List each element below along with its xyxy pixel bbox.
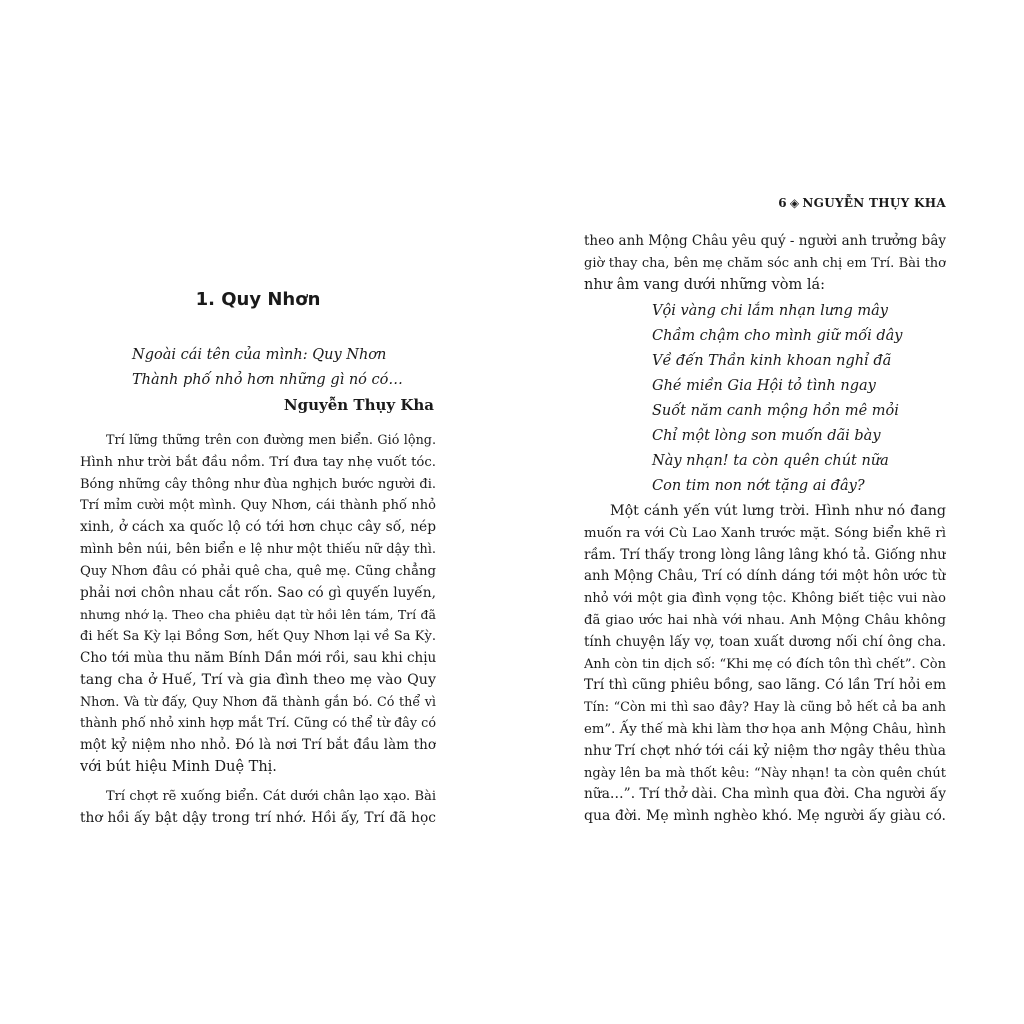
poem-line: Về đến Thần kinh khoan nghỉ đã	[652, 353, 892, 369]
text-line: Nhơn. Và từ đấy, Quy Nhơn đã thành gắn bó. Có thể vì	[80, 694, 436, 710]
poem-line: Suốt năm canh mộng hồn mê mỏi	[652, 403, 899, 419]
text-line: một kỷ niệm nho nhỏ. Đó là nơi Trí bắt đầu làm thơ	[80, 737, 436, 754]
text-line: nhưng nhớ lạ. Theo cha phiêu dạt từ hồi lên tám, Trí đã	[80, 607, 436, 623]
text-line: qua đời. Mẹ mình nghèo khó. Mẹ người ấy giàu có.	[584, 808, 946, 825]
text-line: Một cánh yến vút lưng trời. Hình như nó đang	[610, 503, 946, 519]
text-line: đi hết Sa Kỳ lại Bồng Sơn, hết Quy Nhơn lại về Sa Kỳ.	[80, 629, 436, 645]
chapter-title: 1. Quy Nhơn	[195, 289, 321, 310]
paragraph-gap	[80, 779, 436, 786]
epigraph-line: Ngoài cái tên của mình: Quy Nhơn	[132, 347, 387, 363]
poem-line: Này nhạn! ta còn quên chút nữa	[652, 453, 889, 469]
text-line: như Trí chợt nhớ tới cái kỷ niệm thơ ngây thêu thùa	[584, 742, 946, 759]
poem-line: Con tim non nớt tặng ai đây?	[652, 478, 865, 494]
text-line: với bút hiệu Minh Duệ Thị.	[80, 758, 277, 775]
page-number: 6	[778, 196, 787, 210]
text-line: muốn ra với Cù Lao Xanh trước mặt. Sóng biển khẽ rì	[584, 525, 946, 541]
epigraph-line: Thành phố nhỏ hơn những gì nó có…	[132, 372, 403, 388]
left-body-text	[80, 430, 436, 829]
epigraph-author: Nguyễn Thụy Kha	[283, 396, 434, 414]
text-line: Hình như trời bắt đầu nồm. Trí đưa tay nhẹ vuốt tóc.	[80, 454, 436, 470]
text-line: đã giao ước hai nhà với nhau. Anh Mộng Châu không	[584, 612, 946, 628]
text-line: ngày lên ba mà thốt kêu: “Này nhạn! ta còn quên chút	[584, 765, 946, 781]
text-line: Trí chợt rẽ xuống biển. Cát dưới chân lạo xạo. Bài	[106, 788, 436, 804]
text-line: em”. Ấy thế mà khi làm thơ họa anh Mộng Châu, hình	[584, 721, 946, 737]
text-line: tang cha ở Huế, Trí và gia đình theo mẹ vào Quy	[80, 671, 436, 688]
poem-line: Chỉ một lòng son muốn dãi bày	[652, 428, 881, 444]
text-line: tính chuyện lấy vợ, toan xuất dương nối chí ông cha.	[584, 633, 946, 650]
text-line: Cho tới mùa thu năm Bính Dần mới rồi, sau khi chịu	[80, 649, 436, 666]
epigraph	[132, 343, 436, 418]
text-line: nữa…”. Trí thở dài. Cha mình qua đời. Cha người ấy	[584, 786, 946, 803]
text-line: thơ hồi ấy bật dậy trong trí nhớ. Hồi ấy, Trí đã học	[80, 809, 436, 826]
text-line: Trí lững thững trên con đường men biển. Gió lộng.	[106, 433, 436, 448]
poem-line: Ghé miền Gia Hội tỏ tình ngay	[652, 378, 876, 394]
text-line: anh Mộng Châu, Trí có dính dáng tới một hôn ước từ	[584, 568, 946, 585]
right-body-text-top	[584, 231, 946, 296]
poem-line: Vội vàng chi lắm nhạn lưng mây	[652, 303, 888, 319]
running-head-author: NGUYỄN THỤY KHA	[802, 196, 946, 210]
text-line: xinh, ở cách xa quốc lộ có tới hơn chục cây số, nép	[80, 519, 436, 536]
text-line: theo anh Mộng Châu yêu quý - người anh trưởng bây	[584, 233, 946, 249]
poem	[652, 299, 946, 499]
text-line: Trí thì cũng phiêu bồng, sao lãng. Có lần Trí hỏi em	[584, 677, 946, 694]
text-line: rầm. Trí thấy trong lòng lâng lâng khó tả. Giống như	[584, 546, 946, 563]
text-line: Trí mỉm cười một mình. Quy Nhơn, cái thành phố nhỏ	[80, 498, 436, 514]
diamond-ornament-icon: ◈	[789, 196, 800, 210]
text-line: Bóng những cây thông như đùa nghịch bước người đi.	[80, 476, 436, 492]
text-line: Quy Nhơn đâu có phải quê cha, quê mẹ. Cũng chẳng	[80, 563, 436, 579]
text-line: Tín: “Còn mi thì sao đây? Hay là cũng bỏ hết cả ba anh	[584, 700, 946, 716]
text-line: Anh còn tin dịch số: “Khi mẹ có đích tôn thì chết”. Còn	[584, 656, 946, 672]
poem-line: Chầm chậm cho mình giữ mối dây	[652, 328, 903, 344]
text-line: giờ thay cha, bên mẹ chăm sóc anh chị em Trí. Bài thơ	[584, 255, 946, 271]
text-line: mình bên núi, bên biển e lệ như một thiếu nữ dậy thì.	[80, 541, 436, 557]
running-head	[778, 196, 946, 210]
text-line: nhỏ với một gia đình vọng tộc. Không biết tiệc vui nào	[584, 591, 946, 607]
text-line: như âm vang dưới những vòm lá:	[584, 276, 825, 293]
text-line: thành phố nhỏ xinh hợp mắt Trí. Cũng có thể từ đây có	[80, 716, 436, 732]
text-line: phải nơi chôn nhau cắt rốn. Sao có gì quyến luyến,	[80, 584, 436, 601]
right-body-text-bottom	[584, 501, 946, 828]
